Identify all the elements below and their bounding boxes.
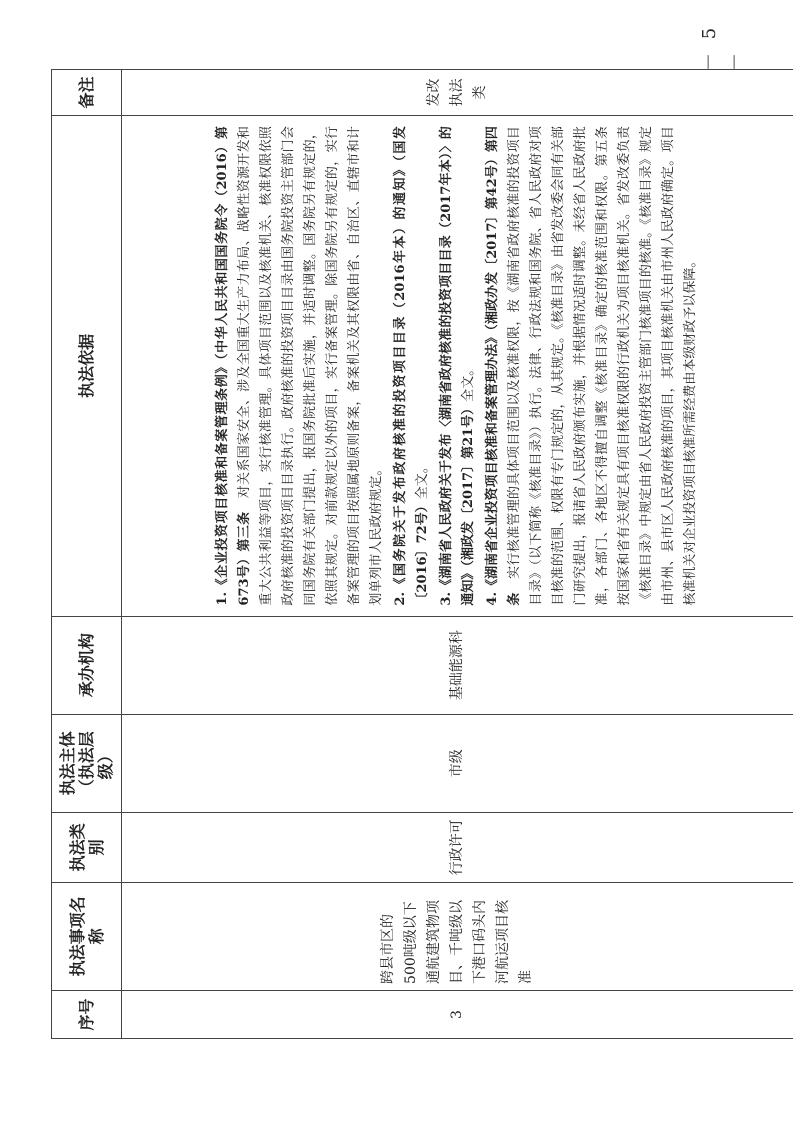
table-row <box>122 70 793 1039</box>
cell-note: 发改执法类 <box>122 70 793 116</box>
cell-item-name: 跨县市区的500吨级以下通航建筑物项目、千吨级以下港口码头内河航运项目核准 <box>122 882 793 990</box>
basis-4-citation: 4.《湖南省企业投资项目核准和备案管理办法》（湘政办发〔2017〕第42号）第四条 <box>484 126 522 606</box>
law-enforcement-table <box>51 69 793 1039</box>
cell-type: 行政许可 <box>122 812 793 882</box>
basis-paragraph-3 <box>436 126 480 606</box>
basis-3-citation: 3.《湖南省人民政府关于发布〈湖南省政府核准的投资项目目录（2017年本）〉的通知》（湘政发〔2017〕第21号） <box>438 126 476 606</box>
header-dept: 承办机构 <box>52 616 122 714</box>
cell-dept: 基础能源科 <box>122 616 793 714</box>
header-type: 执法类别 <box>52 812 122 882</box>
header-basis: 执法依据 <box>52 116 122 617</box>
basis-4-text: 实行核准管理的具体项目范围以及核准权限，按《湖南省政府核准的投资项目目录》（以下简称《核准目录》）执行。法律、行政法规和国务院、省人民政府对项目核准的范围、权限有专门规定的，从其规定。《核准目录》由省发改委会同有关部门研究提出，报请省人民政府颁布实施，并根据情况适时调整。未经省人民政府批准，各部门、各地区不得擅自调整《核准目录》确定的核准范围和权限。第五条 按国家和省有关规定具有项目核准权限的行政机关为项目核准机关。省发改委负责《核准目录》中规定由省人民政府投资主管部门核准项目的核准。《核准目录》规定由市州、县市区人民政府核准的项目，其项目核准机关由市州人民政府确定。项目核准机关对企业投资项目核准所需经费由本级财政予以保障。 <box>506 113 698 606</box>
page-number: － 5 － <box>699 23 746 71</box>
cell-seq: 3 <box>122 990 793 1038</box>
header-seq: 序号 <box>52 990 122 1038</box>
basis-3-text: 全文。 <box>460 362 476 402</box>
header-note: 备注 <box>52 70 122 116</box>
basis-1-text: 对关系国家安全、涉及全国重大生产力布局、战略性资源开发和重大公共利益等项目，实行核准管理。具体项目范围以及核准机关、核准权限依照政府核准的投资项目目录执行。政府核准的投资项目目录由国务院投资主管部门会同国务院有关部门提出，报国务院批准后实施，并适时调整。国务院另有规定的，依照其规定。对前款规定以外的项目，实行备案管理。除国务院另有规定的，实行备案管理的项目按照属地原则备案，备案机关及其权限由省、自治区、直辖市和计划单列市人民政府规定。 <box>236 126 384 606</box>
basis-paragraph-4 <box>482 113 702 606</box>
basis-2-text: 全文。 <box>414 460 430 500</box>
cell-subject: 市级 <box>122 714 793 812</box>
basis-paragraph-2 <box>390 126 434 606</box>
basis-2-citation: 2.《国务院关于发布政府核准的投资项目目录（2016年本）的通知》（国发〔2016〕72号） <box>392 126 430 606</box>
basis-1-citation: 1.《企业投资项目核准和备案管理条例》（中华人民共和国国务院令（2016）第673号）第三条 <box>214 126 252 606</box>
basis-paragraph-1 <box>212 126 388 606</box>
header-row <box>52 70 122 1039</box>
cell-basis <box>122 113 793 617</box>
header-subject: 执法主体（执法层级） <box>52 714 122 812</box>
header-item-name: 执法事项名称 <box>52 882 122 990</box>
